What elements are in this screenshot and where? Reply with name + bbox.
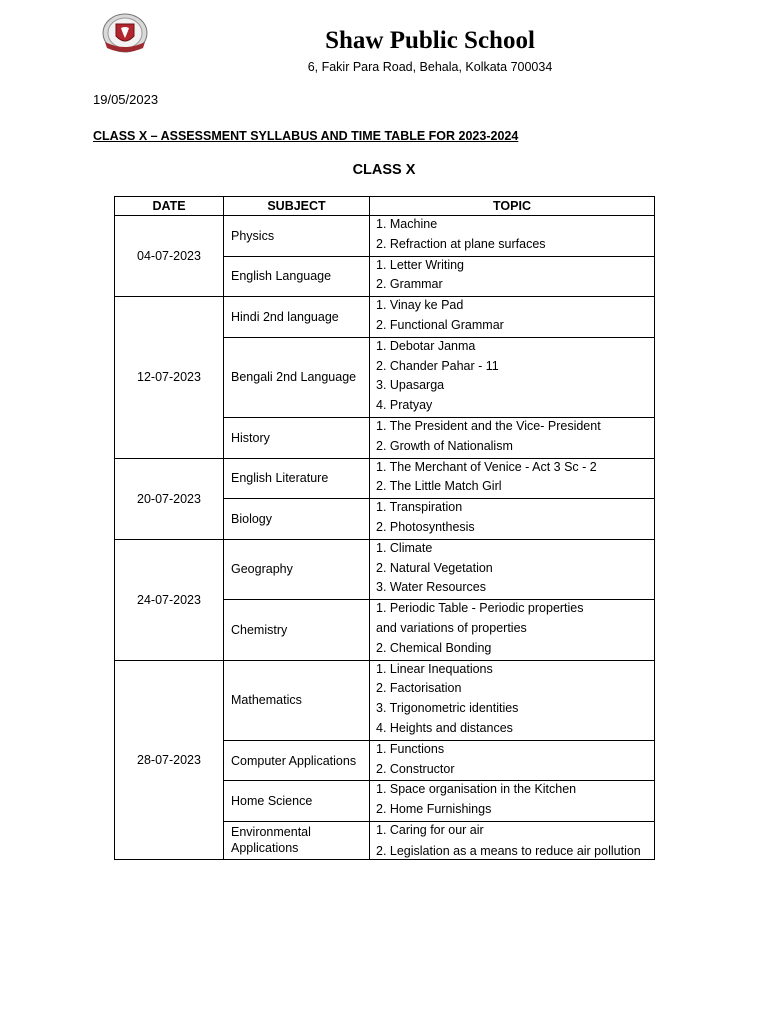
exam-date-cell: 24-07-2023 — [115, 539, 224, 660]
topic-item: 2. Home Furnishings — [376, 802, 492, 817]
subject-cell: Chemistry — [224, 600, 370, 660]
exam-date-cell: 04-07-2023 — [115, 216, 224, 297]
table-row — [115, 660, 655, 740]
topic-item: 3. Water Resources — [376, 580, 486, 595]
topic-cell — [370, 499, 655, 540]
topic-item: 3. Upasarga — [376, 378, 445, 393]
topic-item: 2. Factorisation — [376, 681, 462, 696]
topic-item: 2. Chemical Bonding — [376, 640, 492, 655]
subject-cell: Geography — [224, 539, 370, 599]
class-title: CLASS X — [352, 162, 416, 178]
subject-cell: History — [224, 417, 370, 458]
subject-cell: Hindi 2nd language — [224, 297, 370, 338]
subject-cell: Computer Applications — [224, 740, 370, 781]
topic-cell — [370, 216, 655, 257]
school-address: 6, Fakir Para Road, Behala, Kolkata 700034 — [307, 60, 553, 74]
column-header-subject: SUBJECT — [224, 197, 370, 216]
subject-cell: Biology — [224, 499, 370, 540]
exam-date-cell: 12-07-2023 — [115, 297, 224, 458]
topic-item: 1. Transpiration — [376, 500, 463, 515]
topic-item: 1. The Merchant of Venice - Act 3 Sc - 2 — [376, 459, 597, 474]
table-row — [115, 539, 655, 599]
topic-cell — [370, 297, 655, 338]
topic-item: 1. The President and the Vice- President — [376, 418, 601, 433]
topic-item: 1. Linear Inequations — [376, 661, 493, 676]
topic-item: 1. Caring for our air — [376, 822, 484, 837]
topic-cell — [370, 740, 655, 781]
table-header-row — [115, 197, 655, 216]
syllabus-table — [114, 196, 655, 860]
subject-cell: English Literature — [224, 458, 370, 499]
topic-item: 4. Pratyay — [376, 398, 433, 413]
topic-item: 2. Legislation as a means to reduce air pollution — [376, 843, 641, 858]
topic-item: 2. The Little Match Girl — [376, 479, 502, 494]
exam-date-cell: 20-07-2023 — [115, 458, 224, 539]
topic-item: 1. Machine — [376, 217, 438, 231]
topic-cell — [370, 337, 655, 417]
exam-date-cell: 28-07-2023 — [115, 660, 224, 859]
topic-cell — [370, 821, 655, 859]
subject-cell: Home Science — [224, 781, 370, 822]
topic-item: 2. Natural Vegetation — [376, 560, 493, 575]
subject-cell: Mathematics — [224, 660, 370, 740]
table-row — [115, 297, 655, 338]
school-name: Shaw Public School — [325, 27, 535, 54]
subject-cell: Physics — [224, 216, 370, 257]
column-header-topic: TOPIC — [370, 197, 655, 216]
topic-item: 2. Constructor — [376, 761, 455, 776]
topic-item: 1. Space organisation in the Kitchen — [376, 782, 577, 797]
topic-cell — [370, 600, 655, 660]
subject-cell: English Language — [224, 256, 370, 297]
topic-item: 2. Photosynthesis — [376, 519, 475, 534]
topic-cell — [370, 539, 655, 599]
topic-item: 1. Periodic Table - Periodic properties — [376, 601, 584, 616]
subject-cell: Environmental Applications — [224, 821, 370, 859]
subject-cell: Bengali 2nd Language — [224, 337, 370, 417]
topic-cell — [370, 458, 655, 499]
topic-cell — [370, 417, 655, 458]
document-heading: CLASS X – ASSESSMENT SYLLABUS AND TIME TABLE FOR 2023-2024 — [93, 129, 519, 143]
topic-item: 1. Letter Writing — [376, 257, 465, 272]
table-row — [115, 458, 655, 499]
topic-item: 3. Trigonometric identities — [376, 701, 519, 716]
table-row — [115, 216, 655, 257]
topic-item: 2. Chander Pahar - 11 — [376, 358, 499, 373]
topic-item: 2. Grammar — [376, 277, 443, 292]
document-date: 19/05/2023 — [93, 92, 159, 107]
topic-cell — [370, 256, 655, 297]
topic-item: 1. Debotar Janma — [376, 338, 476, 353]
topic-item: 1. Climate — [376, 540, 433, 555]
topic-item: 1. Functions — [376, 741, 445, 756]
topic-cell — [370, 660, 655, 740]
topic-item: 1. Vinay ke Pad — [376, 298, 464, 313]
column-header-date: DATE — [115, 197, 224, 216]
topic-item: 2. Growth of Nationalism — [376, 438, 513, 453]
topic-cell — [370, 781, 655, 822]
topic-item: 2. Refraction at plane surfaces — [376, 236, 546, 251]
topic-item: 2. Functional Grammar — [376, 317, 504, 332]
topic-item: and variations of properties — [376, 620, 527, 635]
topic-item: 4. Heights and distances — [376, 720, 513, 735]
table-body — [115, 216, 655, 860]
